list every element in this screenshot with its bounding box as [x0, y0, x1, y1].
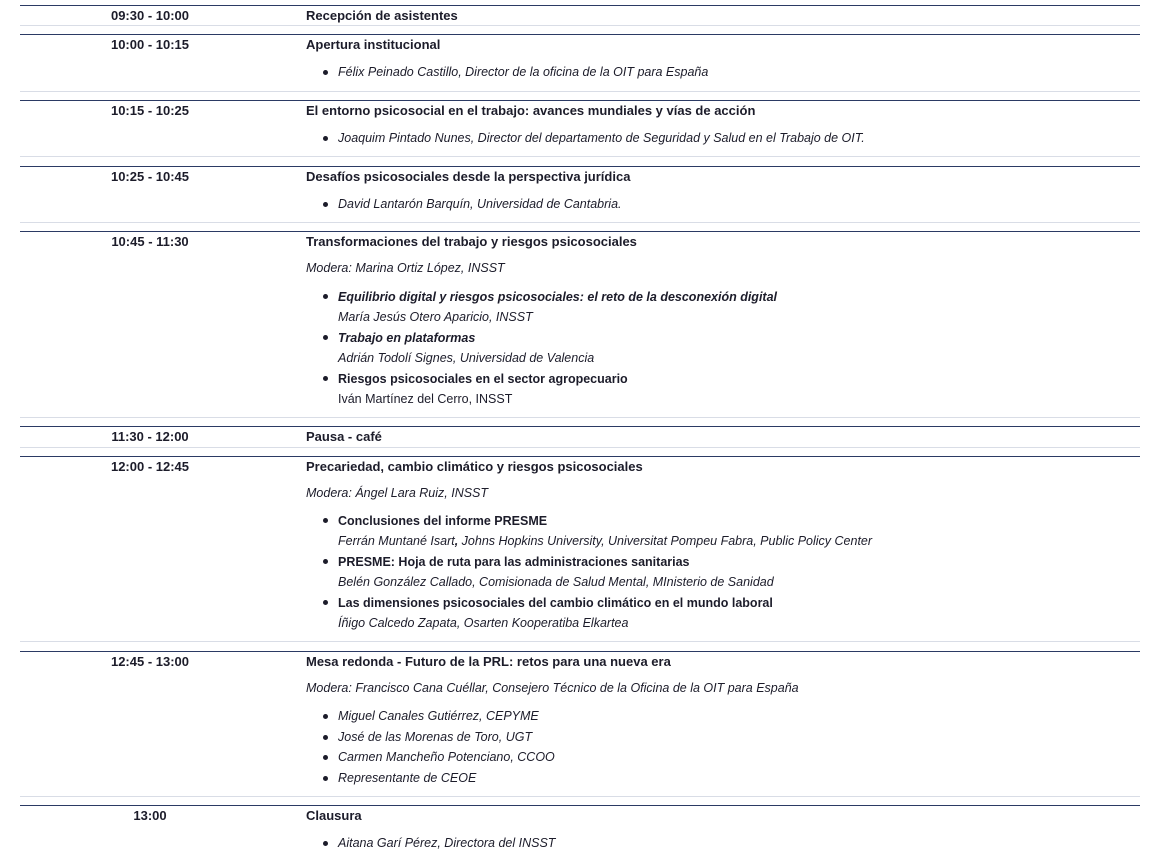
- row-divider: [20, 5, 1140, 6]
- speaker-name: Ferrán Muntané Isart: [338, 534, 455, 548]
- talk-item: [338, 287, 777, 328]
- session-title: Pausa - café: [306, 429, 382, 444]
- speaker-list: [306, 62, 708, 83]
- session-time: 12:00 - 12:45: [110, 459, 190, 474]
- talk-title: Riesgos psicosociales en el sector agropecuario: [338, 372, 628, 386]
- talk-item: [338, 511, 872, 552]
- speaker-list: [306, 833, 555, 854]
- session-title: Recepción de asistentes: [306, 8, 458, 23]
- talk-title: Las dimensiones psicosociales del cambio climático en el mundo laboral: [338, 596, 773, 610]
- talk-item: [338, 369, 777, 410]
- session-time: 10:00 - 10:15: [110, 37, 190, 52]
- session-title: Mesa redonda - Futuro de la PRL: retos para una nueva era: [306, 654, 671, 669]
- talk-speaker: María Jesús Otero Aparicio, INSST: [338, 310, 533, 324]
- row-divider: [20, 156, 1140, 157]
- row-divider: [20, 25, 1140, 26]
- row-divider: [20, 426, 1140, 427]
- row-divider: [20, 417, 1140, 418]
- talk-speaker: [338, 531, 872, 552]
- talk-item: [338, 593, 872, 634]
- session-title: Transformaciones del trabajo y riesgos psicosociales: [306, 234, 637, 249]
- talk-speaker: Belén González Callado, Comisionada de Salud Mental, MInisterio de Sanidad: [338, 575, 774, 589]
- session-time: 10:15 - 10:25: [110, 103, 190, 118]
- speaker-item: Carmen Mancheño Potenciano, CCOO: [338, 747, 555, 768]
- session-time: 13:00: [133, 808, 167, 823]
- speaker-item: David Lantarón Barquín, Universidad de Cantabria.: [338, 194, 622, 215]
- session-time: 11:30 - 12:00: [111, 429, 189, 444]
- row-divider: [20, 447, 1140, 448]
- row-divider: [20, 166, 1140, 167]
- row-divider: [20, 222, 1140, 223]
- session-time: 09:30 - 10:00: [110, 8, 190, 23]
- talk-title: Trabajo en plataformas: [338, 331, 476, 345]
- talk-title: Equilibrio digital y riesgos psicosociales: el reto de la desconexión digital: [338, 290, 778, 304]
- session-title: Clausura: [306, 808, 362, 823]
- talk-item: [338, 328, 777, 369]
- row-divider: [20, 456, 1140, 457]
- talk-title: Conclusiones del informe PRESME: [338, 514, 548, 528]
- speaker-item: Miguel Canales Gutiérrez, CEPYME: [338, 706, 555, 727]
- talk-speaker: Íñigo Calcedo Zapata, Osarten Kooperatiba Elkartea: [338, 616, 629, 630]
- row-divider: [20, 796, 1140, 797]
- session-time: 10:25 - 10:45: [110, 169, 190, 184]
- speaker-list: [306, 194, 622, 215]
- row-divider: [20, 641, 1140, 642]
- speaker-item: Aitana Garí Pérez, Directora del INSST: [338, 833, 555, 854]
- moderator: Modera: Ángel Lara Ruiz, INSST: [306, 486, 489, 500]
- row-divider: [20, 805, 1140, 806]
- row-divider: [20, 651, 1140, 652]
- session-title: Desafíos psicosociales desde la perspectiva jurídica: [306, 169, 631, 184]
- row-divider: [20, 91, 1140, 92]
- speaker-item: Representante de CEOE: [338, 768, 555, 789]
- row-divider: [20, 100, 1140, 101]
- session-time: 10:45 - 11:30: [111, 234, 189, 249]
- session-title: Precariedad, cambio climático y riesgos psicosociales: [306, 459, 643, 474]
- speaker-item: José de las Morenas de Toro, UGT: [338, 727, 555, 748]
- talk-speaker: Adrián Todolí Signes, Universidad de Valencia: [338, 351, 595, 365]
- speaker-separator: ,: [454, 534, 459, 548]
- talk-speaker: Iván Martínez del Cerro, INSST: [338, 392, 513, 406]
- speaker-list: [306, 128, 865, 149]
- row-divider: [20, 34, 1140, 35]
- talk-item: [338, 552, 872, 593]
- session-time: 12:45 - 13:00: [110, 654, 190, 669]
- talk-list: [306, 511, 872, 634]
- talk-title: PRESME: Hoja de ruta para las administraciones sanitarias: [338, 555, 690, 569]
- speaker-item: Joaquim Pintado Nunes, Director del departamento de Seguridad y Salud en el Trabajo de OIT.: [338, 128, 865, 149]
- moderator: Modera: Marina Ortiz López, INSST: [306, 261, 505, 275]
- row-divider: [20, 231, 1140, 232]
- speaker-item: Félix Peinado Castillo, Director de la oficina de la OIT para España: [338, 62, 708, 83]
- session-title: Apertura institucional: [306, 37, 441, 52]
- session-title: El entorno psicosocial en el trabajo: avances mundiales y vías de acción: [306, 103, 756, 118]
- speaker-list: [306, 706, 555, 788]
- moderator: Modera: Francisco Cana Cuéllar, Consejero Técnico de la Oficina de la OIT para España: [306, 681, 799, 695]
- speaker-affiliation: Johns Hopkins University, Universitat Pompeu Fabra, Public Policy Center: [458, 534, 873, 548]
- talk-list: [306, 287, 777, 410]
